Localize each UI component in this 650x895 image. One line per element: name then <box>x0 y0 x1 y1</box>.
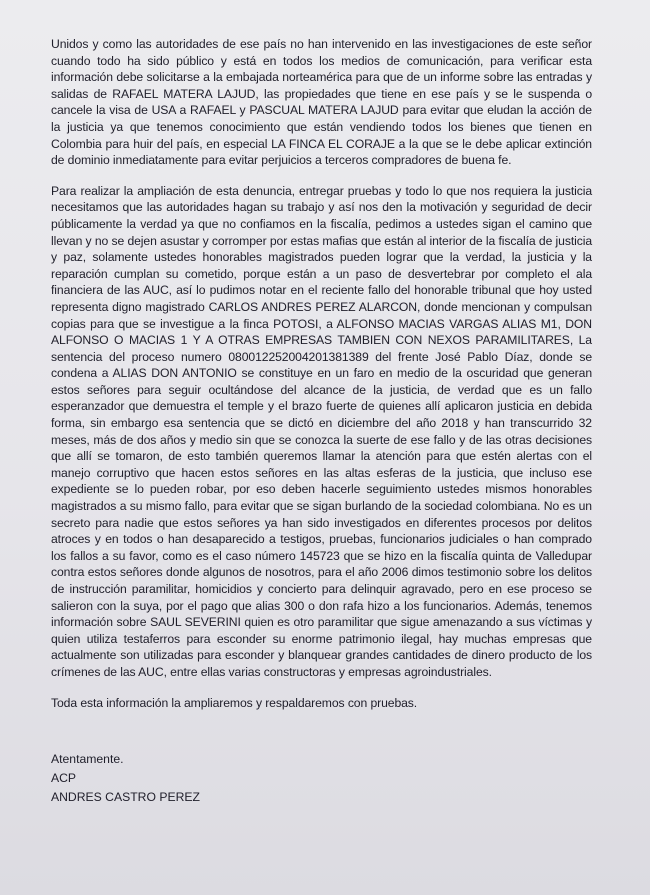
letter-closing <box>51 750 200 807</box>
paragraph-1: Unidos y como las autoridades de ese país no han intervenido en las investigaciones de este señor cuando todo ha sido público y está en todos los medios de comunicación, para verificar esta información debe solicitarse a la embajada norteamérica para que de un informe sobre las entradas y salidas de RAFAEL MATERA LAJUD, las propiedades que tiene en ese país y se le suspenda o cancele la visa de USA a RAFAEL y PASCUAL MATERA LAJUD para evitar que eludan la acción de la justicia ya que tenemos conocimiento que están vendiendo todos los bienes que tienen en Colombia para huir del país, en especial LA FINCA EL CORAJE a la que se le debe aplicar extinción de dominio inmediatamente para evitar perjuicios a terceros compradores de buena fe. <box>51 37 592 168</box>
paragraph-3: Toda esta información la ampliaremos y respaldaremos con pruebas. <box>51 695 418 710</box>
letter-body <box>51 36 592 729</box>
salutation: Atentamente. <box>51 752 124 766</box>
sender-initials: ACP <box>51 771 77 785</box>
paragraph-2: Para realizar la ampliación de esta denuncia, entregar pruebas y todo lo que nos requiera la justicia necesitamos que las autoridades hagan su trabajo y así nos den la motivación y seguridad de decir públicamente la verdad ya que no confiamos en la fiscalía, pedimos a ustedes sigan el camino que llevan y no se dejen asustar y corromper por estas mafias que están al interior de la fiscalía de justicia y paz, solamente ustedes honorables magistrados pueden lograr que la verdad, la justicia y la reparación cumplan su cometido, porque están a un paso de desvertebrar por completo el ala financiera de las AUC, así lo pudimos notar en el reciente fallo del honorable tribunal que hoy usted representa digno magistrado CARLOS ANDRES PEREZ ALARCON, donde mencionan y compulsan copias para que se investigue a la finca POTOSI, a ALFONSO MACIAS VARGAS ALIAS M1, DON ALFONSO O MACIAS 1 Y A OTRAS EMPRESAS TAMBIEN CON NEXOS PARAMILITARES, La sentencia del proceso numero 08001225200420138​1389 del frente José Pablo Díaz, donde se condena a ALIAS DON ANTONIO se constituye en un faro en medio de la oscuridad que generan estos señores para seguir ocultándose del alcance de la justicia, de verdad que es un fallo esperanzador que demuestra el temple y el brazo fuerte de quienes allí aplicaron justicia en debida forma, sin embargo esa sentencia que se dictó en diciembre del año 2018 y han transcurrido 32 meses, más de dos años y medio sin que se conozca la suerte de ese fallo y de las otras decisiones que allí se tomaron, de esto también queremos llamar la atención para que estén alertas con el manejo corruptivo que hacen estos señores en las altas esferas de la justicia, que incluso ese expediente se lo pueden robar, por eso deben hacerle seguimiento ustedes mismos honorables magistrados a su mismo fallo, para evitar que se sigan burlando de la sociedad colombiana. No es un secreto para nadie que estos señores ya han sido investigados en diferentes procesos por delitos atroces y en todos o han desaparecido a testigos, pruebas, funcionarios judiciales o han comprado los fallos a su favor, como es el caso número 145723 que se hizo en la fiscalía quinta de Valledupar contra estos señores donde algunos de nosotros, para el año 2006 dimos testimonio sobre los delitos de instrucción paramilitar, homicidios y concierto para delinquir agravado, pero en ese proceso se salieron con la suya, por el pago que alias 300 o don rafa hizo a los funcionarios. Además, tenemos información sobre SAUL SEVERINI quien es otro paramilitar que sigue amenazando a sus víctimas y quien utiliza testaferros para esconder su enorme patrimonio ilegal, hay muchas empresas que actualmente son utilizadas para esconder y blanquear grandes cantidades de dinero producto de los crímenes de las AUC, entre ellas varias constructoras y empresas agroindustriales. <box>51 183 592 679</box>
signature-name: ANDRES CASTRO PEREZ <box>51 790 200 804</box>
